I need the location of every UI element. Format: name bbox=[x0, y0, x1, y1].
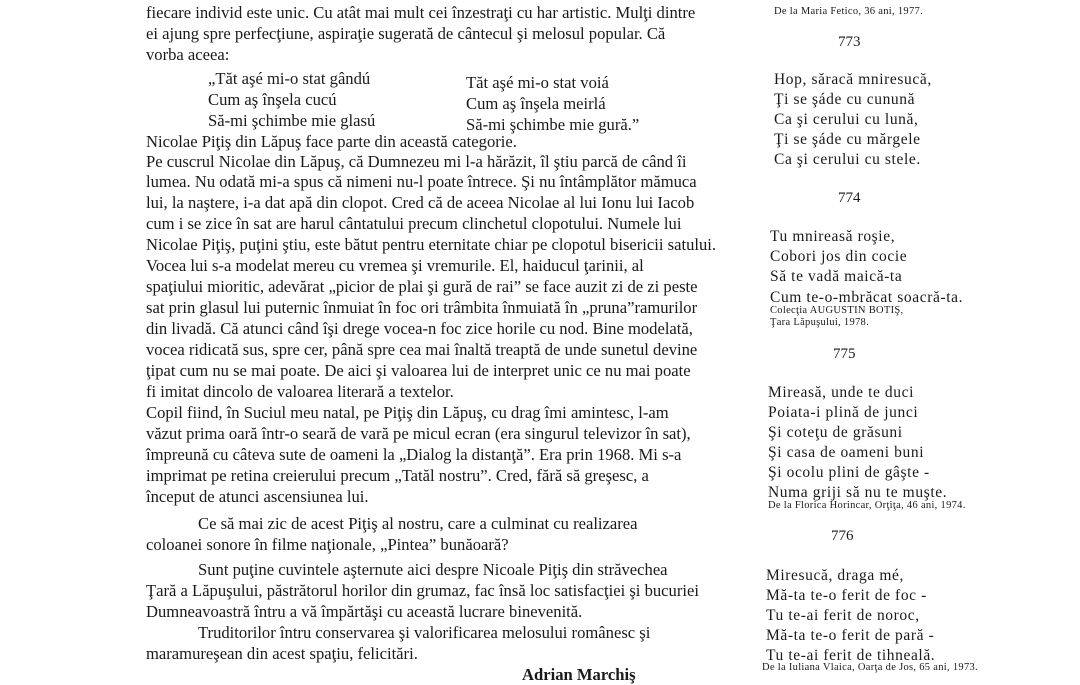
body-line: din livadă. Că atunci când îşi drege vocea-n foc zice horile cu nod. Bine modelată, bbox=[146, 319, 693, 338]
poem-line: Mireasă, unde te duci bbox=[768, 384, 915, 401]
poem-line: Cobori jos din cocie bbox=[770, 248, 908, 265]
article-line: fiecare individ este unic. Cu atât mai mult cei înzestraţi cu har artistic. Mulţi dintre bbox=[146, 3, 696, 22]
body-line: lui, la naştere, i-a dat apă din clopot. Cred că de aceea Nicolae al lui Ionu lui Iacob bbox=[146, 193, 695, 212]
closing-line: coloanei sonore în filme naţionale, „Pintea” bunăoară? bbox=[146, 535, 509, 554]
body-line: cum i se zice în sat are harul cântatului precum clinchetul clopotului. Numele lui bbox=[146, 214, 682, 233]
closing-line: Dumneavoastră întru a vă împărtăşi cu această lucrare binevenită. bbox=[146, 602, 583, 621]
poem-line: Să te vadă maică-ta bbox=[770, 268, 903, 285]
closing-line: maramureşean din acest spaţiu, felicitări. bbox=[146, 644, 418, 663]
verse-line-right: Cum aş înşela meirlá bbox=[466, 94, 606, 113]
poem-number: 773 bbox=[838, 34, 861, 50]
poem-line: Tu te-ai ferit de tihneală. bbox=[766, 647, 936, 664]
closing-line: Sunt puţine cuvintele aşternute aici despre Nicoale Piţiş din străvechea bbox=[198, 560, 668, 579]
body-line: Pe cuscrul Nicolae din Lăpuş, că Dumnezeu mi l-a hărăzit, îl ştiu parcă de când îi bbox=[146, 152, 687, 171]
closing-line: Truditorilor întru conservarea şi valorificarea melosului românesc şi bbox=[198, 623, 651, 642]
body-line: Nicolae Piţiş, puţini ştiu, este bătut pentru eternitate chiar pe clopotul bisericii satului. bbox=[146, 235, 717, 254]
poem-line: Numa griji să nu te muşte. bbox=[768, 484, 948, 501]
poem-source: De la Florica Horincar, Orţiţa, 46 ani, 1974. bbox=[768, 500, 966, 511]
poem-line: Ţi se şáde cu cunună bbox=[774, 91, 916, 108]
verse-line-left: „Tăt aşé mi-o stat gândú bbox=[208, 69, 371, 88]
body-line: vocea ridicată sus, spre cer, până spre cea mai înaltă treaptă de unde sunetul devine bbox=[146, 340, 698, 359]
poem-line: Mă-ta te-o ferit de foc - bbox=[766, 587, 927, 604]
poem-line: Ca şi cerului cu stele. bbox=[774, 151, 921, 168]
body-line: fi imitat dincolo de valoarea literară a textelor. bbox=[146, 382, 454, 401]
body-line: ţipat cum nu se mai poate. De aici şi valoarea lui de interpret unic ce nu mai poate bbox=[146, 361, 691, 380]
body-line: început de atunci ascensiunea lui. bbox=[146, 487, 369, 506]
poem-source: De la Maria Fetico, 36 ani, 1977. bbox=[774, 6, 923, 17]
body-line: văzut prima oară într-o seară de vară pe micul ecran (era singurul televizor în sat), bbox=[146, 424, 691, 443]
poem-line: Şi casa de oameni buni bbox=[768, 444, 925, 461]
poem-line: Tu mnireasă roşie, bbox=[770, 228, 896, 245]
poem-line: Şi ocolu plini de gâşte - bbox=[768, 464, 930, 481]
body-line: spaţiului mioritic, adevărat „picior de plai şi gură de rai” se face auzit zi de zi peste bbox=[146, 277, 698, 296]
poem-line: Hop, săracă mniresucă, bbox=[774, 71, 932, 88]
author-signature: Adrian Marchiş bbox=[522, 665, 636, 684]
verse-line-left: Cum aş înşela cucú bbox=[208, 90, 337, 109]
body-line: imprimat pe retina creierului precum „Tatăl nostru”. Cred, fără să greşesc, a bbox=[146, 466, 649, 485]
poem-number: 774 bbox=[838, 190, 861, 206]
poem-line: Miresucă, draga mé, bbox=[766, 567, 904, 584]
verse-line-right: Tăt aşé mi-o stat voiá bbox=[466, 73, 609, 92]
article-line: ei ajung spre perfecţiune, aspiraţie sugerată de cântecul şi melosul popular. Că bbox=[146, 24, 666, 43]
poem-line: Poiata-i plină de junci bbox=[768, 404, 919, 421]
poem-source: De la Iuliana Vlaica, Oarţa de Jos, 65 ani, 1973. bbox=[762, 662, 978, 673]
poem-line: Mă-ta te-o ferit de pară - bbox=[766, 627, 935, 644]
body-line: sat prin glasul lui puternic înmuiat în foc ori trâmbita înmuiată în „pruna”ramurilor bbox=[146, 298, 698, 317]
verse-line-right: Să-mi şchimbe mie gură.” bbox=[466, 115, 640, 134]
poem-line: Ţi se şáde cu mărgele bbox=[774, 131, 921, 148]
poem-number: 776 bbox=[831, 528, 854, 544]
body-line: Nicolae Piţiş din Lăpuş face parte din această categorie. bbox=[146, 132, 517, 151]
poem-line: Cum te-o-mbrăcat soacră-ta. bbox=[770, 289, 964, 306]
verse-line-left: Să-mi şchimbe mie glasú bbox=[208, 111, 376, 130]
body-line: Vocea lui s-a modelat mereu cu vremea şi vremurile. El, haiducul ţarinii, al bbox=[146, 256, 644, 275]
body-line: Copil fiind, în Suciul meu natal, pe Piţiş din Lăpuş, cu drag îmi amintesc, l-am bbox=[146, 403, 669, 422]
body-line: împreună cu câteva sute de oameni la „Dialog la distanţă”. Era prin 1968. Mi s-a bbox=[146, 445, 682, 464]
poem-line: Ca şi cerului cu lună, bbox=[774, 111, 919, 128]
closing-line: Ce să mai zic de acest Piţiş al nostru, care a culminat cu realizarea bbox=[198, 514, 638, 533]
body-line: lumea. Nu odată mi-a spus că nimeni nu-l poate întrece. Şi nu întâmplător mămuca bbox=[146, 172, 697, 191]
article-line: vorba aceea: bbox=[146, 45, 230, 64]
poem-line: Şi coteţu de grăsuni bbox=[768, 424, 903, 441]
poem-source: Ţara Lăpuşului, 1978. bbox=[770, 317, 870, 328]
poem-number: 775 bbox=[833, 346, 856, 362]
poem-source: Colecţia AUGUSTIN BOTIŞ, bbox=[770, 305, 904, 316]
poem-line: Tu te-ai ferit de noroc, bbox=[766, 607, 920, 624]
closing-line: Ţară a Lăpuşului, păstrătorul horilor din grumaz, fac însă loc satisfacţiei şi bucuriei bbox=[146, 581, 699, 600]
